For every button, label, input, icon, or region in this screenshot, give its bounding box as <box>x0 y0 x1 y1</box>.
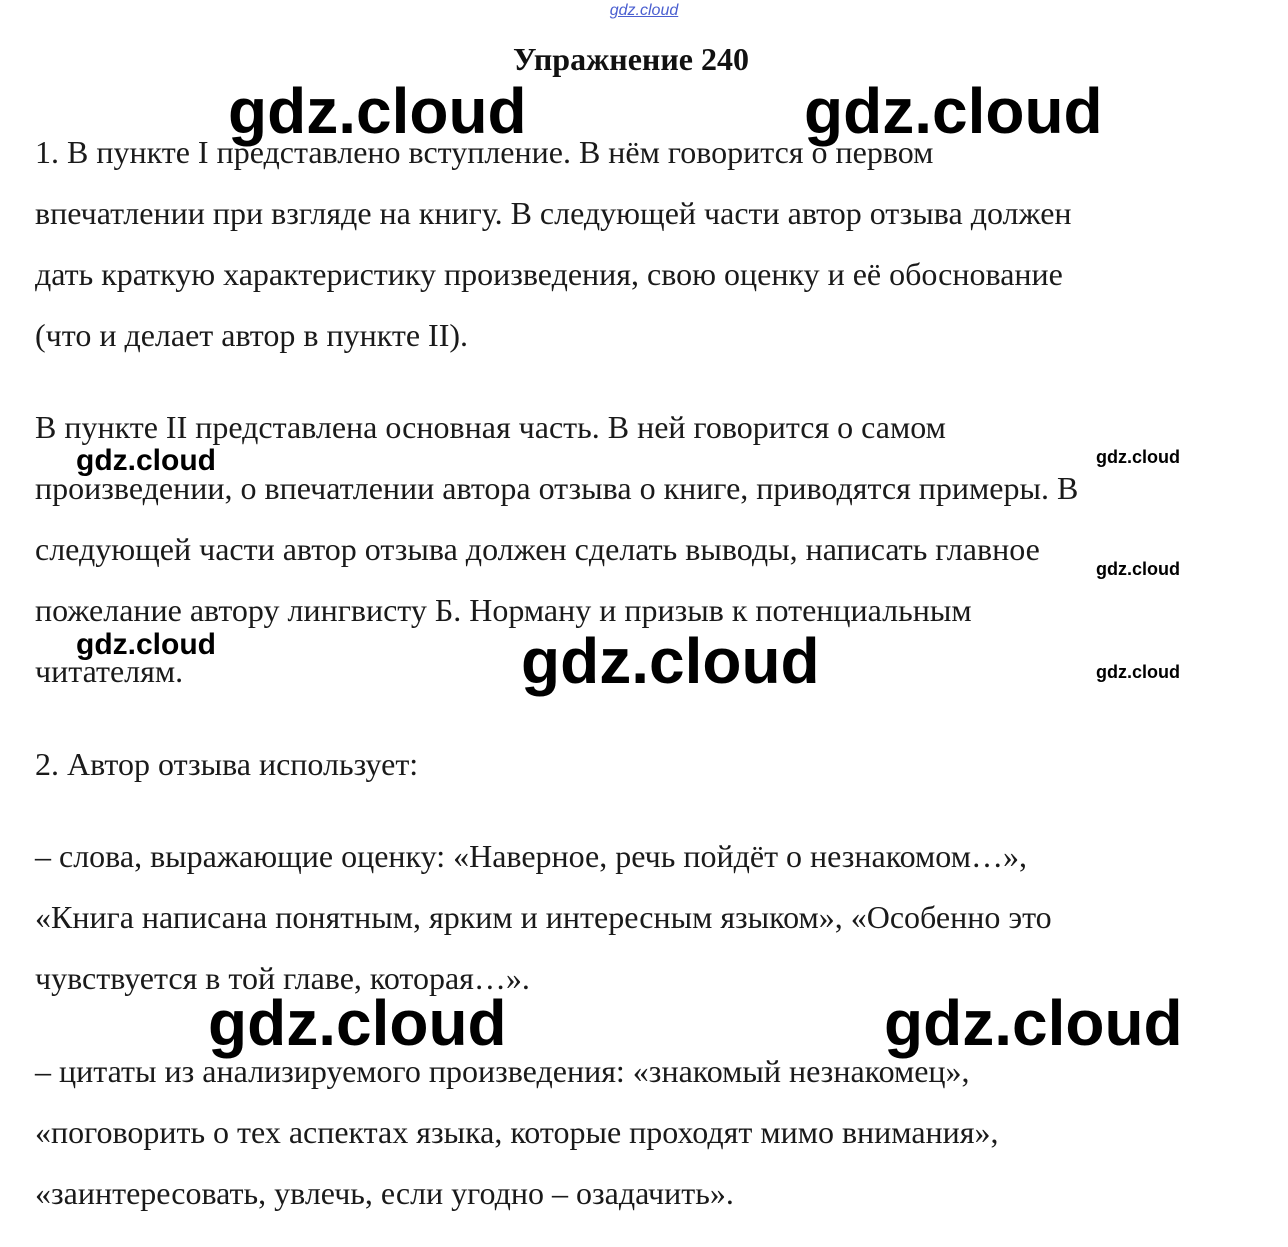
paragraph-1-line-1: 1. В пункте I представлено вступление. В нём говорится о первом <box>35 134 934 170</box>
paragraph-5-line-2: «поговорить о тех аспектах языка, которые проходят мимо внимания», <box>35 1114 999 1150</box>
paragraph-2-line-4: пожелание автору лингвисту Б. Норману и призыв к потенциальным <box>35 592 972 628</box>
watermark-large: gdz.cloud <box>228 75 527 147</box>
watermark-small: gdz.cloud <box>1096 662 1180 682</box>
paragraph-2-line-3: следующей части автор отзыва должен сделать выводы, написать главное <box>35 531 1040 567</box>
paragraph-1-line-4: (что и делает автор в пункте II). <box>35 317 468 353</box>
watermark-medium: gdz.cloud <box>76 444 216 477</box>
paragraph-3-line-1: 2. Автор отзыва использует: <box>35 746 419 782</box>
paragraph-2-line-1: В пункте II представлена основная часть. В ней говорится о самом <box>35 409 946 445</box>
watermark-large: gdz.cloud <box>804 75 1103 147</box>
watermark-large: gdz.cloud <box>208 987 507 1059</box>
watermark-large: gdz.cloud <box>884 987 1183 1059</box>
paragraph-4-line-3: чувствуется в той главе, которая…». <box>35 960 530 996</box>
watermark-small: gdz.cloud <box>1096 559 1180 579</box>
paragraph-5-line-3: «заинтересовать, увлечь, если угодно – озадачить». <box>35 1175 734 1211</box>
paragraph-2-line-5: читателям. <box>35 653 184 689</box>
top-watermark-link[interactable]: gdz.cloud <box>609 2 679 19</box>
paragraph-1-line-3: дать краткую характеристику произведения, свою оценку и её обоснование <box>35 256 1063 292</box>
exercise-title: Упражнение 240 <box>512 41 749 77</box>
watermark-medium: gdz.cloud <box>76 628 216 661</box>
paragraph-4-line-2: «Книга написана понятным, ярким и интересным языком», «Особенно это <box>35 899 1052 935</box>
watermark-small: gdz.cloud <box>1096 447 1180 467</box>
watermark-large: gdz.cloud <box>521 625 820 697</box>
paragraph-1-line-2: впечатлении при взгляде на книгу. В следующей части автор отзыва должен <box>35 195 1072 231</box>
paragraph-2-line-2: произведении, о впечатлении автора отзыва о книге, приводятся примеры. В <box>35 470 1079 506</box>
paragraph-4-line-1: – слова, выражающие оценку: «Наверное, речь пойдёт о незнакомом…», <box>35 838 1027 874</box>
paragraph-5-line-1: – цитаты из анализируемого произведения: «знакомый незнакомец», <box>35 1053 970 1089</box>
